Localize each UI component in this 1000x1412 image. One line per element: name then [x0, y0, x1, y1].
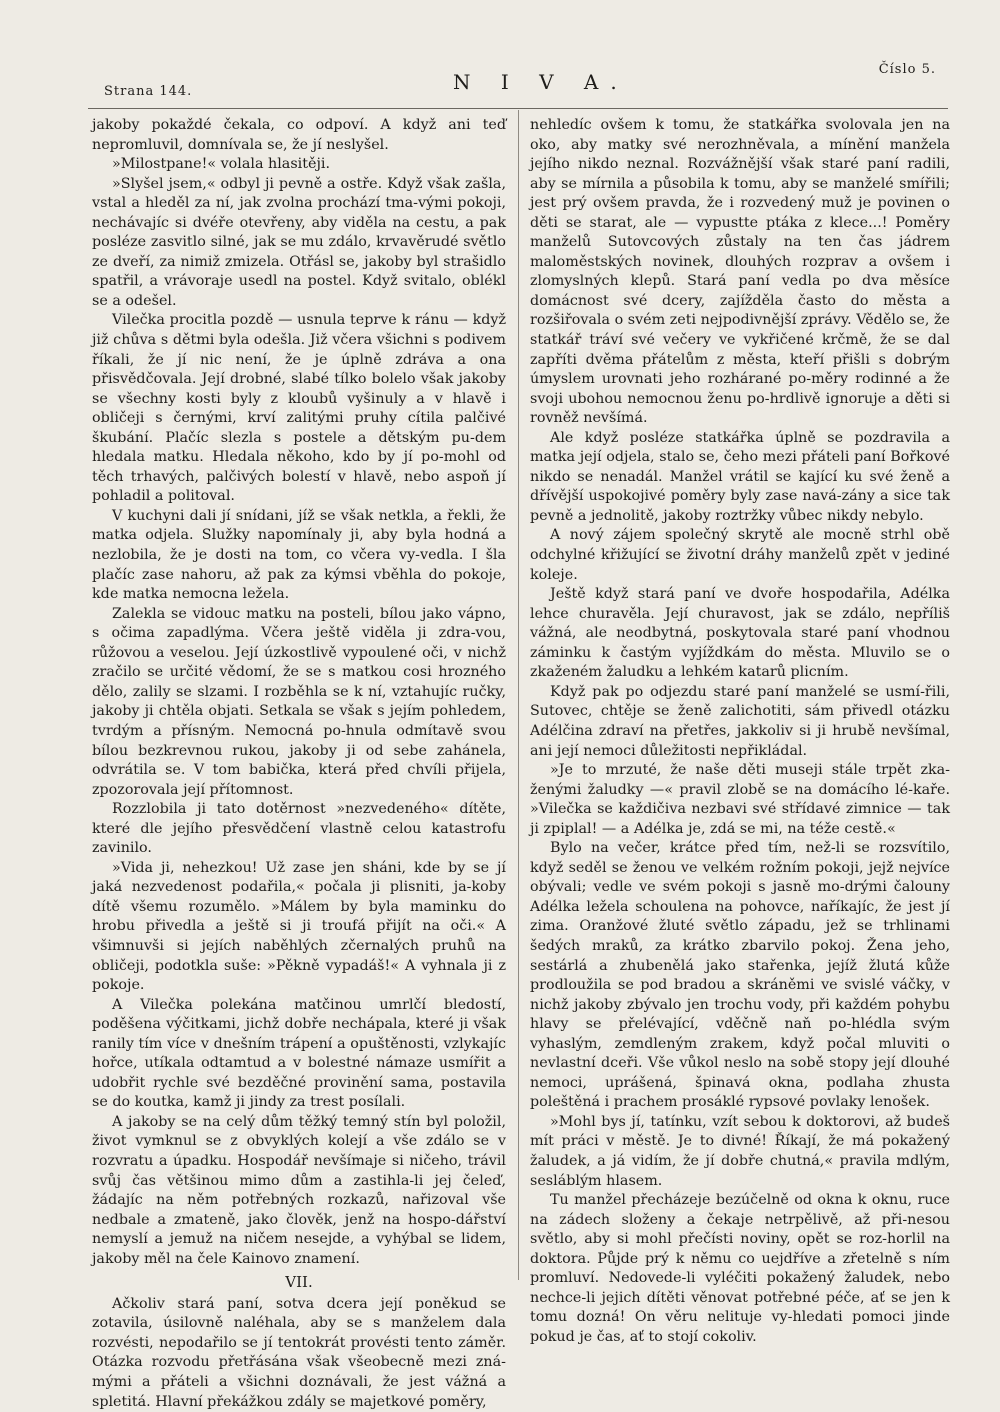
section-heading: VII.: [285, 1273, 313, 1292]
right-column: [530, 116, 950, 1345]
paragraph: Vilečka procitla pozdě — usnula teprve k ránu — když již chůva s dětmi byla odešla. Již včera všichni s podivem říkali, že jí nic není, že je úplně zdráva a ona přisvědčovala. Její drobné, slabé tílko bolelo však jakoby se všechny kosti byly z kloubů vyšinuly a v hlavě i obličeji s černými, krví zalitými pruhy cítila palčivé škubání. Plačíc slezla s postele a dětským pu-dem hledala matku. Hledala někoho, kdo by jí po-mohl od těch trhavých, palčivých bolestí v hlavě, nebo aspoň jí pohladil a politoval.: [92, 312, 506, 505]
issue-number-label: Číslo 5.: [878, 62, 936, 77]
paragraph: »Mohl bys jí, tatínku, vzít sebou k doktorovi, až budeš mít práci v městě. Je to divné! Říkají, že má pokažený žaludek, a já vidím, že jí dobře chutná,« pravila mdlým, sesláblým hlasem.: [530, 1113, 950, 1189]
page-number-label: Strana 144.: [104, 84, 193, 99]
paragraph: »Milostpane!« volala hlasitěji.: [112, 156, 330, 173]
magazine-title: N I V A.: [453, 70, 629, 94]
paragraph: Ačkoliv stará paní, sotva dcera její poněkud se zotavila, úsilovně naléhala, aby se s manželem dala rozvésti, nepodařilo se jí tentokrát provésti tento záměr. Otázka rozvodu přetřásána však všeobecně mezi zná-mými a přáteli a všichni doznávali, že jest vážná a spletitá. Hlavní překážkou zdály se majetkové poměry,: [92, 1295, 506, 1410]
paragraph: »Je to mrzuté, že naše děti museji stále trpět zka-ženými žaludky —« pravil zlobě se na domácího lé-kaře. »Vilečka se každičiva nezbavi své střídavé zimnice — tak ji zpiplal! — a Adélka je, zdá se mi, na téže cestě.«: [530, 762, 950, 837]
paragraph: nehledíc ovšem k tomu, že statkářka svolovala jen na oko, aby matky své nerozhněvala, a mínění manžela jejího nikdo neznal. Rozvážnější však staré paní radili, aby se mírnila a působila k tomu, aby se manželé smířili; jest prý ovšem pravda, že i rozvedený muž je povinen o děti se starat, ale — vypustte ptáka z klece...! Poměry manželů Sutovcových zůstaly na ten čas jádrem maloměstských novinek, dlouhých rozprav a ovšem i zlomyslných klepů. Stará paní vedla po dva měsíce domácnost své dcery, zajížděla často do města a rozšiřovala o svém zeti nejpodivnější zprávy. Vědělo se, že statkář tráví své večery ve vykřičené krčmě, že se dal zapříti dvěma přátelům z města, kteří přišli s dobrým úmyslem urovnati jeho rozhárané po-měry rodinné a že svoji ubohou nemocnou ženu po-hrdlivě ignoruje a děti si rovněž nevšímá.: [530, 117, 950, 427]
paragraph: A jakoby se na celý dům těžký temný stín byl položil, život vymknul se z obvyklých kolejí a vše zdálo se v rozvratu a úpadku. Hospodář nevšímaje si ničeho, trávil svůj čas většinou mimo dům a zastihla-li jej čeleď, žádajíc na něm potřebných rozkazů, nařizoval vše nedbale a zmateně, jako člověk, jenž na hospo-dářství nemyslí a jemuž na ničem nesejde, a vyhýbal se lidem, jakoby měl na čele Kainovo znamení.: [92, 1113, 506, 1267]
paragraph: A nový zájem společný skrytě ale mocně strhl obě odchylné křižující se životní dráhy manželů zpět v jediné koleje.: [530, 527, 950, 583]
paragraph: Rozzlobila ji tato dotěrnost »nezvedeného« dítěte, které dle jejího přesvědčení vlastně celou katastrofu zavinilo.: [92, 801, 506, 857]
paragraph: jakoby pokaždé čekala, co odpoví. A když ani teď nepromluvil, domnívala se, že jí neslyšel.: [92, 117, 506, 153]
page-header: [88, 62, 948, 102]
left-column: [92, 116, 506, 1410]
column-divider: [518, 110, 519, 1280]
paragraph: Zalekla se vidouc matku na posteli, bílou jako vápno, s očima zapadlýma. Včera ještě viděla ji zdra-vou, růžovou a veselou. Její úzkostlivě vypoulené oči, v nichž zračilo se určité vědomí, že se s matkou cosi hrozného dělo, zalily se slzami. I rozběhla se k ní, vztahujíc ručky, jakoby ji chtěla objati. Setkala se však s jejím pohledem, tvrdým a přísným. Nemocná po-hnula odmítavě svou bílou bezkrevnou rukou, jakoby ji od sebe zahánela, odvrátila se. V tom babička, která před chvíli přijela, zpozorovala její přítomnost.: [92, 605, 506, 798]
header-rule: [88, 108, 948, 109]
paragraph: Tu manžel přecházeje bezúčelně od okna k oknu, ruce na zádech složeny a čekaje netrpělivě, až při-nesou světlo, aby si mohl přečísti noviny, opět se roz-horlil na doktora. Půjde prý k němu co uejdříve a zřetelně s ním promluví. Nedovede-li vyléčiti pokažený žaludek, nebo nechce-li jejich dítěti věnovat potřebné péče, ať se jen k tomu dozná! On věru nelituje vy-hledati pomoci jinde pokud je čas, ať to stojí cokoliv.: [530, 1192, 950, 1345]
paragraph: Ještě když stará paní ve dvoře hospodařila, Adélka lehce churavěla. Její churavost, jak se zdálo, nepříliš vážná, ale neodbytná, poskytovala staré paní vhodnou záminku k častým vyjíždkám do města. Mluvilo se o zkaženém žaludku a lehkém katarů plicním.: [530, 586, 950, 681]
paragraph: Bylo na večer, krátce před tím, než-li se rozsvítilo, když seděl se ženou ve velkém rožním pokoji, jejž nejvíce obývali; vedle ve svém pokoji s jasně mo-drými čalouny Adélka ležela schoulena na pohovce, naříkajíc, že jest jí zima. Oranžové žluté světlo západu, jež se trhlinami šedých mraků, za krátko zbarvilo pokoj. Žena jeho, sestárlá a zhubenělá jako stařenka, jejíž žlutá kůže prodloužila se pod bradou a skráněmi ve svislé váčky, v nichž jakoby zbývalo jen trochu vody, při každém pohybu hlavy se přelévající, vděčně naň po-hlédla svým vyhaslým, zemdleným zrakem, když počal mluviti o nevlastní dceři. Vše vůkol neslo na sobě stopy její dlouhé nemoci, uprášená, špinavá okna, podlaha zhusta poleštěná i prachem prosáklé rypsové povlaky lenošek.: [530, 840, 950, 1111]
paragraph: V kuchyni dali jí snídani, jíž se však netkla, a řekli, že matka odjela. Služky napomínaly ji, aby byla hodná a nezlobila, že je dosti na tom, co včera vy-vedla. I šla plačíc zase nahoru, až pak za kýmsi vběhla do pokoje, kde matka nemocna ležela.: [92, 507, 506, 603]
paragraph: Ale když posléze statkářka úplně se pozdravila a matka její odjela, stalo se, čeho mezi přáteli paní Bořkové nikdo se nenadál. Manžel vrátil se kající ku své ženě a dřívější uspokojivé poměry byly zase navá-zány a sice tak pevně a jednolitě, jakoby roztržky vůbec nikdy nebylo.: [530, 429, 950, 524]
paragraph: A Vilečka polekána matčinou umrlčí bledostí, poděšena výčitkami, jichž dobře nechápala, které ji však ranily tím více v dnešním trápení a opuštěnosti, vzlykajíc hořce, utíkala odtamtud a v bolestné námaze usmířit a udobřit rychle své bezděčné provinění sama, postavila se do koutka, kamž ji jindy za trest posílali.: [92, 996, 506, 1111]
paragraph: »Slyšel jsem,« odbyl ji pevně a ostře. Když však zašla, vstal a hleděl za ní, jak zvolna prochází tma-vými pokoji, nechávajíc si dvéře otevřeny, aby viděla na cestu, a pak posléze zasvitlo silné, jak se mu zdálo, krvavěrudé světlo ze dveří, za nimiž zmizela. Otřásl se, jakoby byl strašidlo spatřil, a vrávoraje usedl na postel. Když svitalo, oblékl se a odešel.: [92, 175, 506, 309]
paragraph: »Vida ji, nehezkou! Už zase jen sháni, kde by se jí jaká nezvedenost podařila,« počala ji plisniti, ja-koby dítě všemu rozumělo. »Málem by byla maminku do hrobu přivedla a ještě si ji troufá přijít na oči.« A všimnuvši si jejích naběhlých zčernalých pruhů na obličeji, podotkla suše: »Pěkně vypadáš!« A vyhnala ji z pokoje.: [92, 859, 506, 994]
paragraph: Když pak po odjezdu staré paní manželé se usmí-řili, Sutovec, chtěje se ženě zalichotiti, sám přivedl otázku Adélčina zdraví na přetřes, jakkoliv si ji hrubě nevšímal, ani její nemoci důležitosti nepřikládal.: [530, 683, 950, 759]
